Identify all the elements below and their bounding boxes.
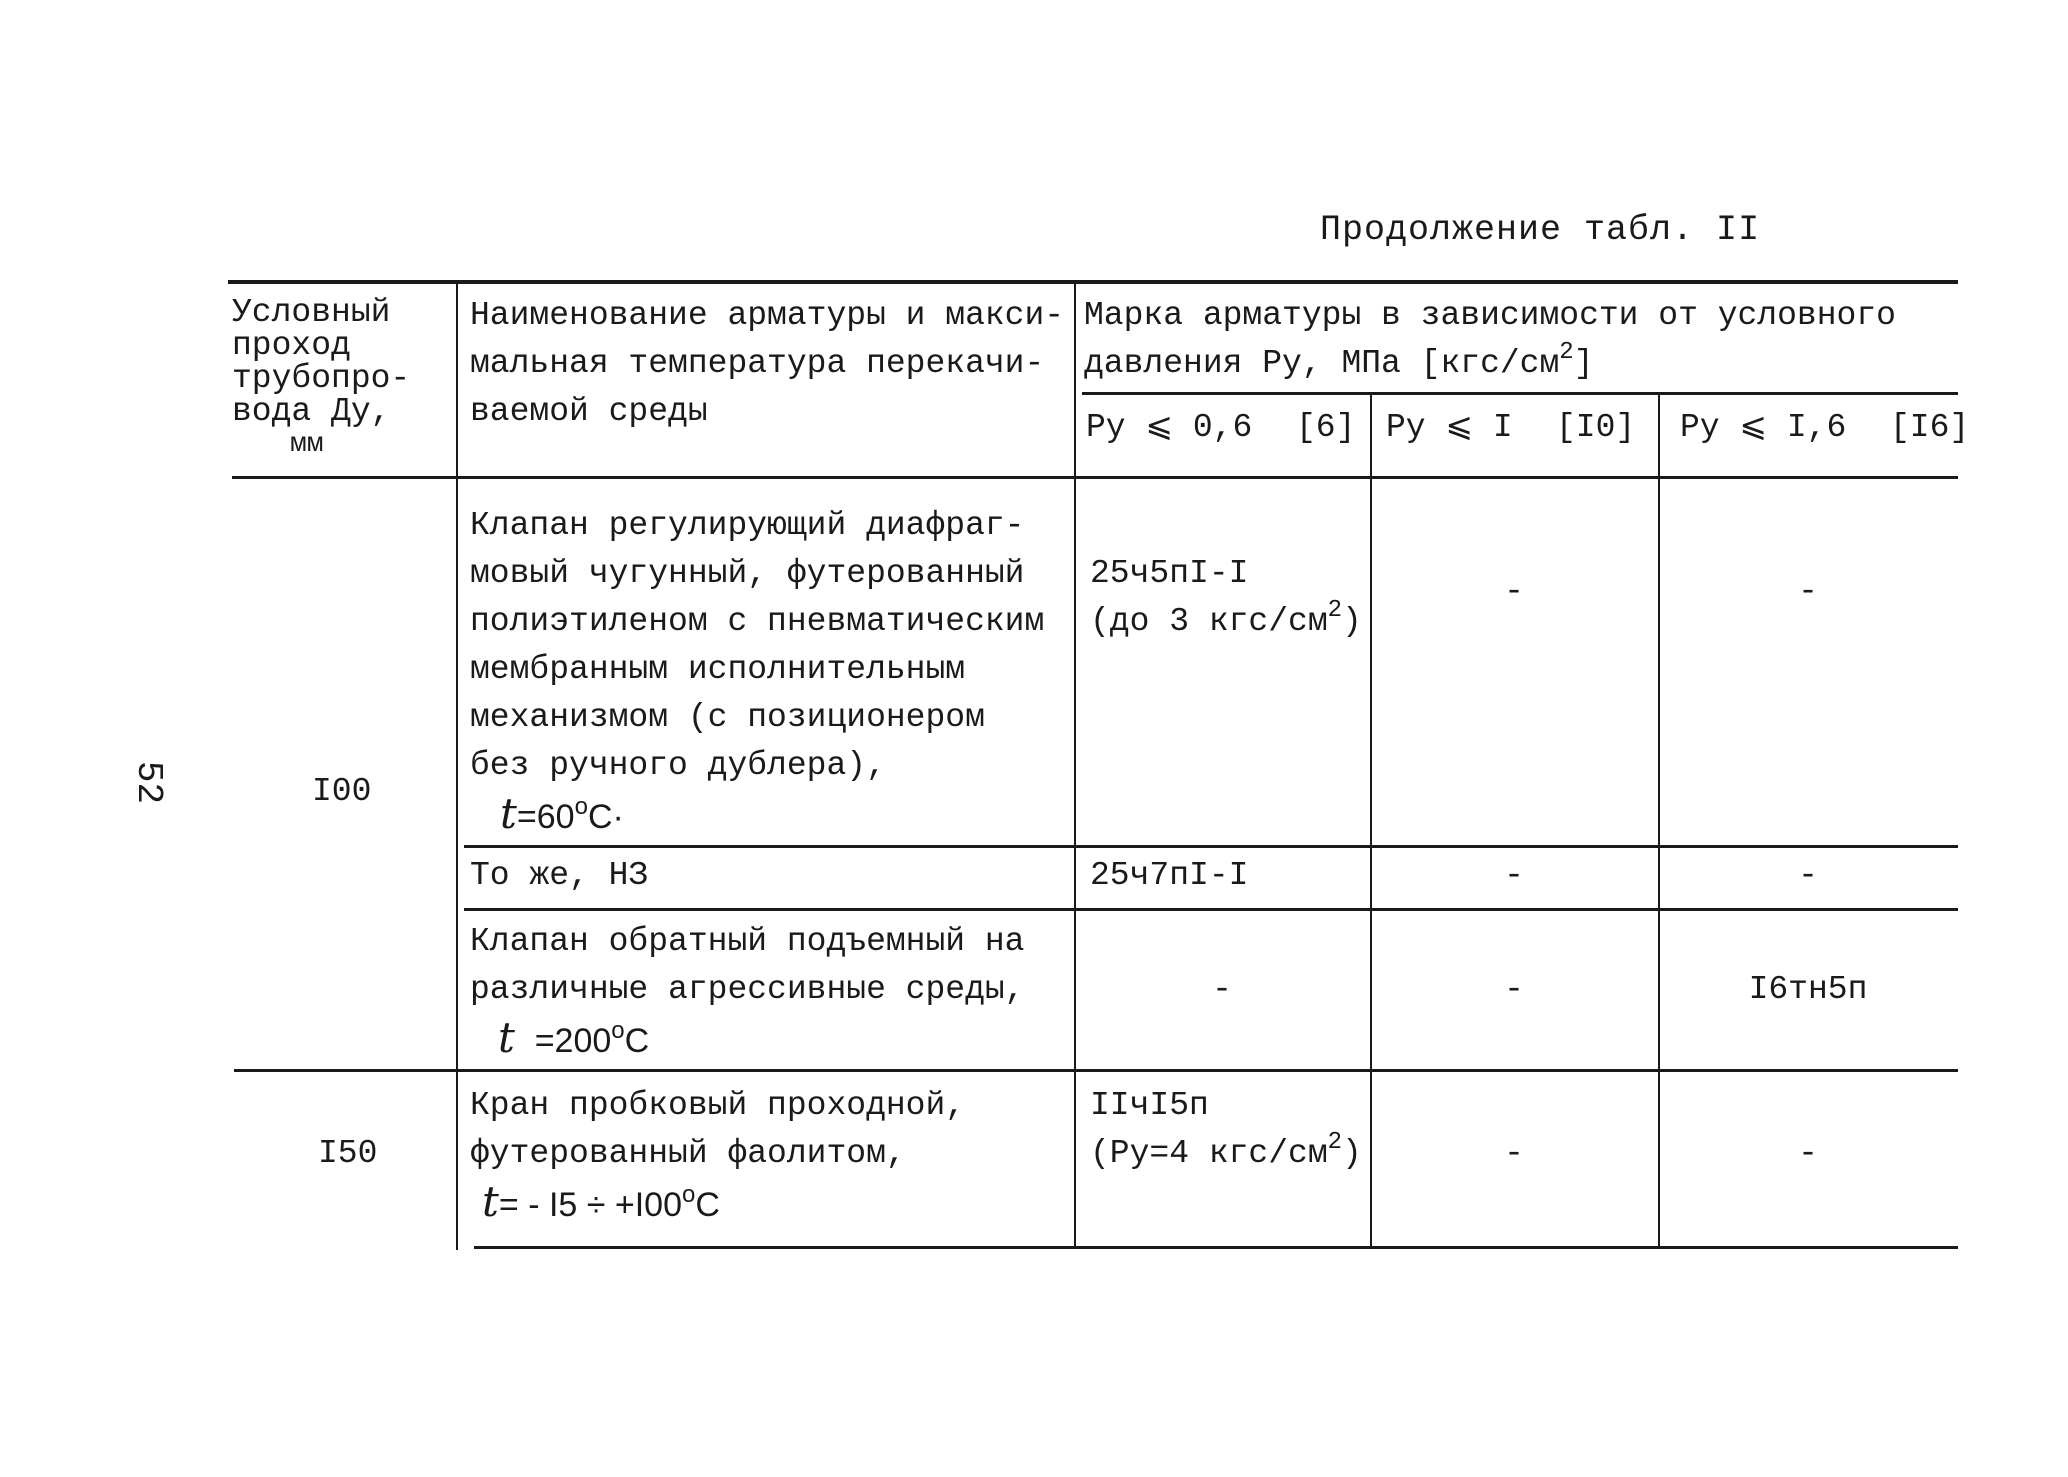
row-mark-pressure-1-6: - <box>1798 1135 1818 1172</box>
col2-divider <box>1074 284 1076 1246</box>
col1-divider <box>456 284 458 1250</box>
table-top-border <box>228 280 1958 284</box>
row1-bottom-border <box>464 845 1958 848</box>
header-nominal-diameter-line: проход <box>232 327 351 364</box>
temperature-line: $t =200^oC$ <box>498 1013 650 1062</box>
row-valve-description <box>470 1082 965 1232</box>
subheader-pressure-1: Ру ⩽ I <box>1386 409 1513 446</box>
header-valve-name-line: ваемой среды <box>470 393 708 430</box>
header-bottom-border <box>232 476 1958 479</box>
subheader-pressure-1-6: Ру ⩽ I,6 <box>1680 409 1847 446</box>
description-line: мембранным исполнительным <box>470 651 966 688</box>
row-nominal-diameter: I00 <box>312 773 372 810</box>
header-valve-name <box>470 292 1064 436</box>
header-nominal-diameter-line: вода Ду, <box>232 393 391 430</box>
row-mark-pressure-0-6: 25ч7пI-I <box>1090 857 1249 894</box>
row-mark-pressure-1: - <box>1504 573 1524 610</box>
mark-line: IIчI5п <box>1090 1087 1209 1124</box>
row-mark-pressure-0-6: - <box>1212 971 1232 1008</box>
subheader-pressure-0-6-ref: [6] <box>1296 409 1356 446</box>
col3-divider <box>1370 394 1372 1246</box>
description-line: различные агрессивные среды, <box>470 971 1025 1008</box>
subheader-pressure-1-ref: [I0] <box>1556 409 1636 446</box>
description-line: Клапан обратный подъемный на <box>470 923 1025 960</box>
header-valve-mark <box>1084 292 1896 388</box>
description-line: механизмом (с позиционером <box>470 699 985 736</box>
row-mark-pressure-1: - <box>1504 1135 1524 1172</box>
row-mark-pressure-1-6: I6тн5п <box>1748 971 1868 1008</box>
row-valve-description: То же, НЗ <box>470 857 649 894</box>
page-number: 52 <box>128 760 170 805</box>
description-line: полиэтиленом с пневматическим <box>470 603 1045 640</box>
mark-line: (Ру=4 кгс/$см^2$) <box>1090 1129 1362 1172</box>
row-valve-description <box>470 502 1044 844</box>
description-line: футерованный фаолитом, <box>470 1135 906 1172</box>
table-bottom-border <box>474 1246 1958 1249</box>
temperature-line: $t= - I5 \div +I00^oC$ <box>482 1177 720 1226</box>
row-valve-description <box>470 918 1025 1068</box>
row-nominal-diameter: I50 <box>318 1135 378 1172</box>
row-mark-pressure-0-6 <box>1090 550 1362 646</box>
description-line: Кран пробковый проходной, <box>470 1087 966 1124</box>
row-mark-pressure-1-6: - <box>1798 573 1818 610</box>
subheader-pressure-0-6: Ру ⩽ 0,6 <box>1086 409 1253 446</box>
row-mark-pressure-1: - <box>1504 971 1524 1008</box>
header-valve-name-line: мальная температура перекачи- <box>470 345 1045 382</box>
header-nominal-diameter-line: Условный <box>232 294 391 331</box>
header-valve-mark-line: давления Ру, МПа $[кгс/см^2]$ <box>1084 339 1594 382</box>
description-line: мовый чугунный, футерованный <box>470 555 1025 592</box>
mark-line: (до 3 кгс/$см^2$) <box>1090 597 1362 640</box>
header-nominal-diameter-line: трубопро- <box>232 360 411 397</box>
row-mark-pressure-1: - <box>1504 857 1524 894</box>
row-mark-pressure-1-6: - <box>1798 857 1818 894</box>
row2-bottom-border <box>464 908 1958 911</box>
header-valve-mark-line: Марка арматуры в зависимости от условного <box>1084 297 1896 334</box>
row3-bottom-border <box>234 1069 1958 1072</box>
table-caption: Продолжение табл. II <box>1320 210 1761 250</box>
row-mark-pressure-0-6 <box>1090 1082 1362 1178</box>
header-nominal-diameter <box>232 296 410 461</box>
mark-line: 25ч5пI-I <box>1090 555 1249 592</box>
subheader-pressure-1-6-ref: [I6] <box>1890 409 1970 446</box>
col4-divider <box>1658 394 1660 1246</box>
subheader-divider <box>1082 392 1958 395</box>
header-nominal-diameter-unit: мм <box>290 429 324 460</box>
header-valve-name-line: Наименование арматуры и макси- <box>470 297 1065 334</box>
description-line: Клапан регулирующий диафраг- <box>470 507 1025 544</box>
temperature-line: $t=60^oC\cdot$ <box>500 789 624 838</box>
description-line: без ручного дублера), <box>470 747 886 784</box>
